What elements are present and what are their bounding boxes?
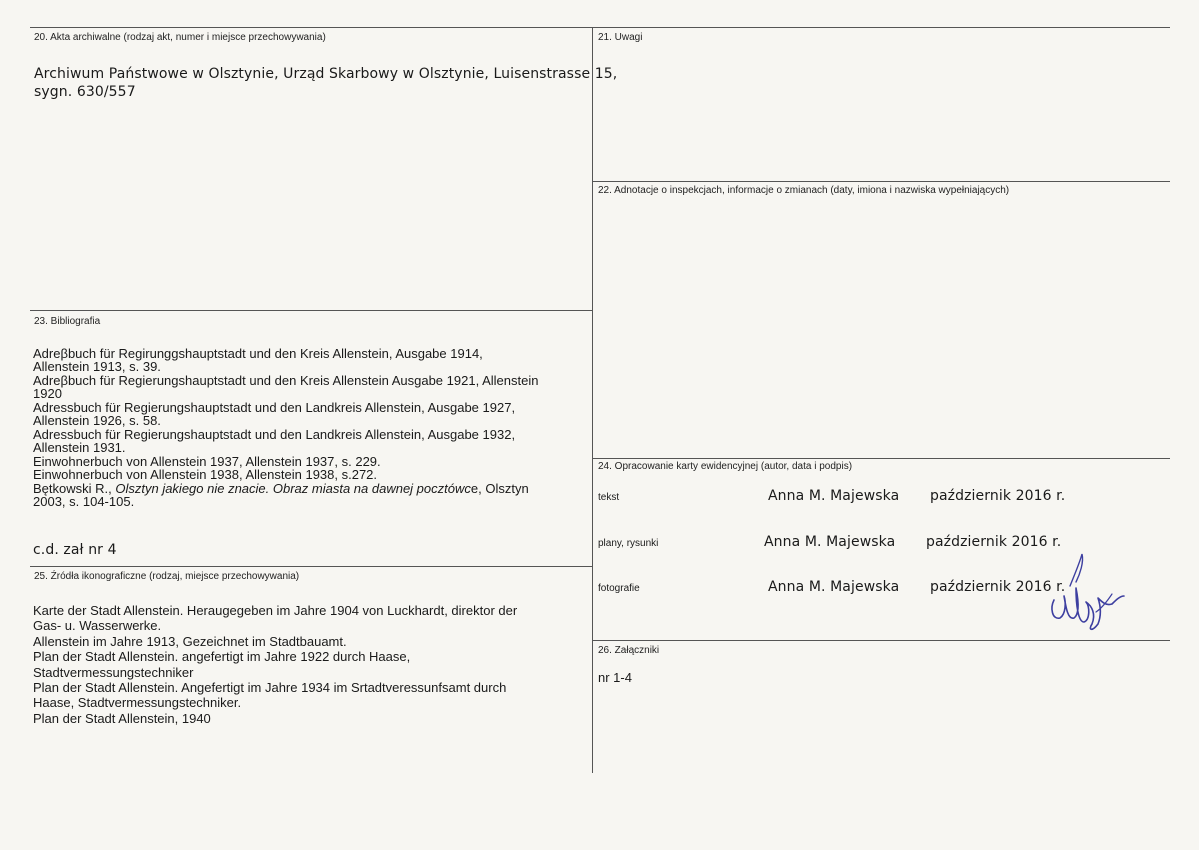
authorship-author-text: Anna M. Majewska [768,488,900,504]
iconographic-source-line: Stadtvermessungstechniker [33,664,194,680]
iconographic-sources-list [33,603,589,726]
section-21-title: 21. Uwagi [598,32,643,43]
divider-22-24 [592,458,1170,459]
section-22-title: 22. Adnotacje o inspekcjach, informacje o zmianach (daty, imiona i nazwiska wypełniających) [598,185,1010,196]
bibliography-line: Einwohnerbuch von Allenstein 1938, Allenstein 1938, s.272. [33,467,378,483]
bibliography-line: Allenstein 1926, s. 58. [33,413,161,429]
bibliography-line: Allenstein 1913, s. 39. [33,359,161,375]
column-divider [592,27,593,773]
iconographic-source-line: Karte der Stadt Allenstein. Heraugegeben im Jahre 1904 von Luckhardt, direktor der [33,603,518,618]
divider-20-23 [30,310,592,311]
divider-21-22 [592,181,1170,182]
authorship-date-plans: październik 2016 r. [926,534,1062,550]
form-top-border [30,27,1170,28]
section-25-title: 25. Źródła ikonograficzne (rodzaj, miejsce przechowywania) [34,571,300,582]
section-24-title: 24. Opracowanie karty ewidencyjnej (autor, data i podpis) [598,461,853,472]
betkowski-title: Olsztyn jakiego nie znacie. Obraz miasta na dawnej pocztówc [115,480,471,496]
authorship-label-text: tekst [598,492,620,503]
authorship-date-text: październik 2016 r. [930,488,1066,504]
bibliography-line: Adressbuch für Regierungshauptstadt und den Landkreis Allenstein, Ausgabe 1927, [33,399,516,415]
iconographic-source-line: Gas- u. Wasserwerke. [33,618,162,634]
iconographic-source-line: Plan der Stadt Allenstein. Angefertigt im Jahre 1934 im Srtadtveressunfsamt durch [33,680,507,696]
bibliography-line: Adreβbuch für Regierungshauptstadt und den Kreis Allenstein Ausgabe 1921, Allenstein [33,372,539,388]
iconographic-source-line: Allenstein im Jahre 1913, Gezeichnet im Stadtbauamt. [33,633,347,649]
attachments-value: nr 1-4 [598,670,632,685]
authorship-author-photos: Anna M. Majewska [768,579,900,595]
section-23-title: 23. Bibliografia [34,316,101,327]
authorship-date-photos: październik 2016 r. [930,579,1066,595]
archive-location-line-2: sygn. 630/557 [34,84,136,100]
betkowski-author: Bętkowski R., [33,480,116,496]
authorship-label-plans: plany, rysunki [598,538,659,549]
bibliography-line: Adreβbuch für Regirunggshauptstadt und den Kreis Allenstein, Ausgabe 1914, [33,346,483,361]
authorship-author-plans: Anna M. Majewska [764,534,896,550]
divider-24-26 [592,640,1170,641]
archive-location-line-1: Archiwum Państwowe w Olsztynie, Urząd Skarbowy w Olsztynie, Luisenstrasse 15, [34,66,618,82]
bibliography-line: Einwohnerbuch von Allenstein 1937, Allenstein 1937, s. 229. [33,453,381,469]
authorship-label-photos: fotografie [598,583,640,594]
bibliography-line: Allenstein 1931. [33,440,126,456]
iconographic-source-line: Plan der Stadt Allenstein. angefertigt im Jahre 1922 durch Haase, [33,649,411,665]
bibliography-line-betkowski [33,482,589,495]
divider-23-25 [30,566,592,567]
bibliography-line: Adressbuch für Regierungshauptstadt und den Landkreis Allenstein, Ausgabe 1932, [33,426,516,442]
section-20-title: 20. Akta archiwalne (rodzaj akt, numer i miejsce przechowywania) [34,32,326,43]
bibliography-line: 2003, s. 104-105. [33,493,135,509]
section-26-title: 26. Załączniki [598,645,660,656]
iconographic-source-line: Haase, Stadtvermessungstechniker. [33,695,242,711]
betkowski-rest: e, Olsztyn [470,480,529,496]
bibliography-list [33,347,589,508]
handwritten-signature [1040,548,1126,634]
bibliography-line: 1920 [33,386,62,402]
bibliography-continued-note: c.d. zał nr 4 [33,542,117,558]
iconographic-source-line: Plan der Stadt Allenstein, 1940 [33,710,211,726]
